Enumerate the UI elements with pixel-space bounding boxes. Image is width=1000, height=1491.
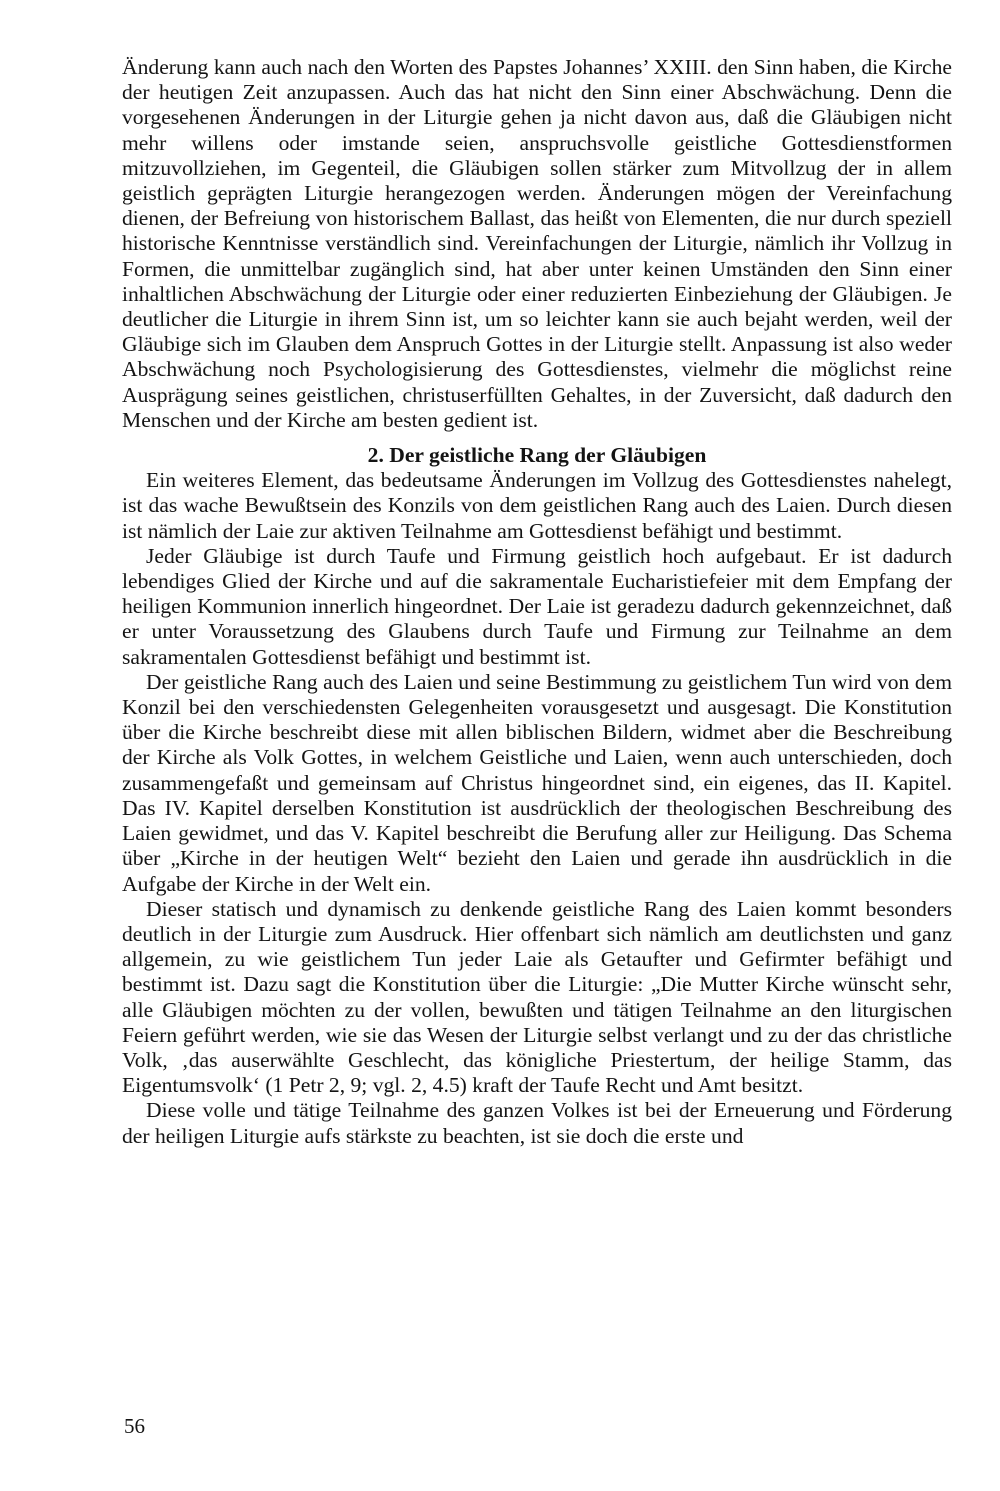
body-paragraph: Dieser statisch und dynamisch zu denkende geistliche Rang des Laien kommt besonders deutlich in der Liturgie zum Ausdruck. Hier offenbart sich nämlich am deutlichsten und ganz allgemein, zu wie geistlichem Tun jeder Laie als Getaufter und Gefirmter befähigt und bestimmt ist. Dazu sagt die Konstitution über die Liturgie: „Die Mutter Kirche wünscht sehr, alle Gläubigen möchten zu der vollen, bewußten und tätigen Teilnahme an den liturgischen Feiern geführt werden, wie sie das Wesen der Liturgie selbst verlangt und zu der das christliche Volk, ‚das auserwählte Geschlecht, das königliche Priestertum, der heilige Stamm, das Eigentumsvolk‘ (1 Petr 2, 9; vgl. 2, 4.5) kraft der Taufe Recht und Amt besitzt. [122, 896, 952, 1098]
body-paragraph: Jeder Gläubige ist durch Taufe und Firmung geistlich hoch aufgebaut. Er ist dadurch lebendiges Glied der Kirche und auf die sakramentale Eucharistiefeier mit dem Empfang der heiligen Kommunion innerlich hingeordnet. Der Laie ist geradezu dadurch gekennzeichnet, daß er unter Voraussetzung des Glaubens durch Taufe und Firmung zur Teilnahme an dem sakramentalen Gottesdienst befähigt und bestimmt ist. [122, 543, 952, 669]
body-paragraph: Der geistliche Rang auch des Laien und seine Bestimmung zu geistlichem Tun wird von dem Konzil bei den verschiedensten Gelegenheiten vorausgesetzt und ausgesagt. Die Konstitution über die Kirche beschreibt diese mit allen biblischen Bildern, widmet aber die Beschreibung der Kirche als Volk Gottes, in welchem Geistliche und Laien, wenn auch unterschieden, doch zusammengefaßt und gemeinsam auf Christus hingeordnet sind, ein eigenes, das II. Kapitel. Das IV. Kapitel derselben Konstitution ist ausdrücklich der theologischen Beschreibung des Laien gewidmet, und das V. Kapitel beschreibt die Berufung aller zur Heiligung. Das Schema über „Kirche in der heutigen Welt“ bezieht den Laien und gerade ihn ausdrücklich in die Aufgabe der Kirche in der Welt ein. [122, 669, 952, 896]
body-paragraph: Diese volle und tätige Teilnahme des ganzen Volkes ist bei der Erneuerung und Förderung der heiligen Liturgie aufs stärkste zu beachten, ist sie doch die erste und [122, 1098, 952, 1148]
body-paragraph: Ein weiteres Element, das bedeutsame Änderungen im Vollzug des Gottesdienstes nahelegt, ist das wache Bewußtsein des Konzils von dem geistlichen Rang auch des Laien. Durch diesen ist nämlich der Laie zur aktiven Teilnahme am Gottesdienst befähigt und bestimmt. [122, 468, 952, 543]
page-number: 56 [124, 1414, 145, 1438]
section-heading: 2. Der geistliche Rang der Gläubigen [367, 443, 707, 468]
intro-paragraph: Änderung kann auch nach den Worten des Papstes Johannes’ XXIII. den Sinn haben, die Kirche der heutigen Zeit anzupassen. Auch das hat nicht den Sinn einer Abschwächung. Denn die vorgesehenen Änderungen in der Liturgie gehen ja nicht davon aus, daß die Gläubigen nicht mehr willens oder imstande seien, anspruchsvolle geistliche Gottesdienstformen mitzuvollziehen, im Gegenteil, die Gläubigen sollen stärker zum Mitvollzug der in allem geistlich geprägten Liturgie herangezogen werden. Änderungen mögen der Vereinfachung dienen, der Befreiung von historischem Ballast, das heißt von Elementen, die nur durch speziell historische Kenntnisse verständlich sind. Vereinfachungen der Liturgie, nämlich ihr Vollzug in Formen, die unmittelbar zugänglich sind, hat aber unter keinen Umständen den Sinn einer inhaltlichen Abschwächung der Liturgie oder einer reduzierten Einbeziehung der Gläubigen. Je deutlicher die Liturgie in ihrem Sinn ist, um so leichter kann sie auch bejaht werden, weil der Gläubige sich im Glauben dem Anspruch Gottes in der Liturgie stellt. Anpassung ist also weder Abschwächung noch Psychologisierung des Gottesdienstes, vielmehr die möglichst reine Ausprägung seines geistlichen, christuserfüllten Gehaltes, in der Zuversicht, daß dadurch den Menschen und der Kirche am besten gedient ist. [122, 55, 952, 432]
page-body [122, 55, 952, 1149]
